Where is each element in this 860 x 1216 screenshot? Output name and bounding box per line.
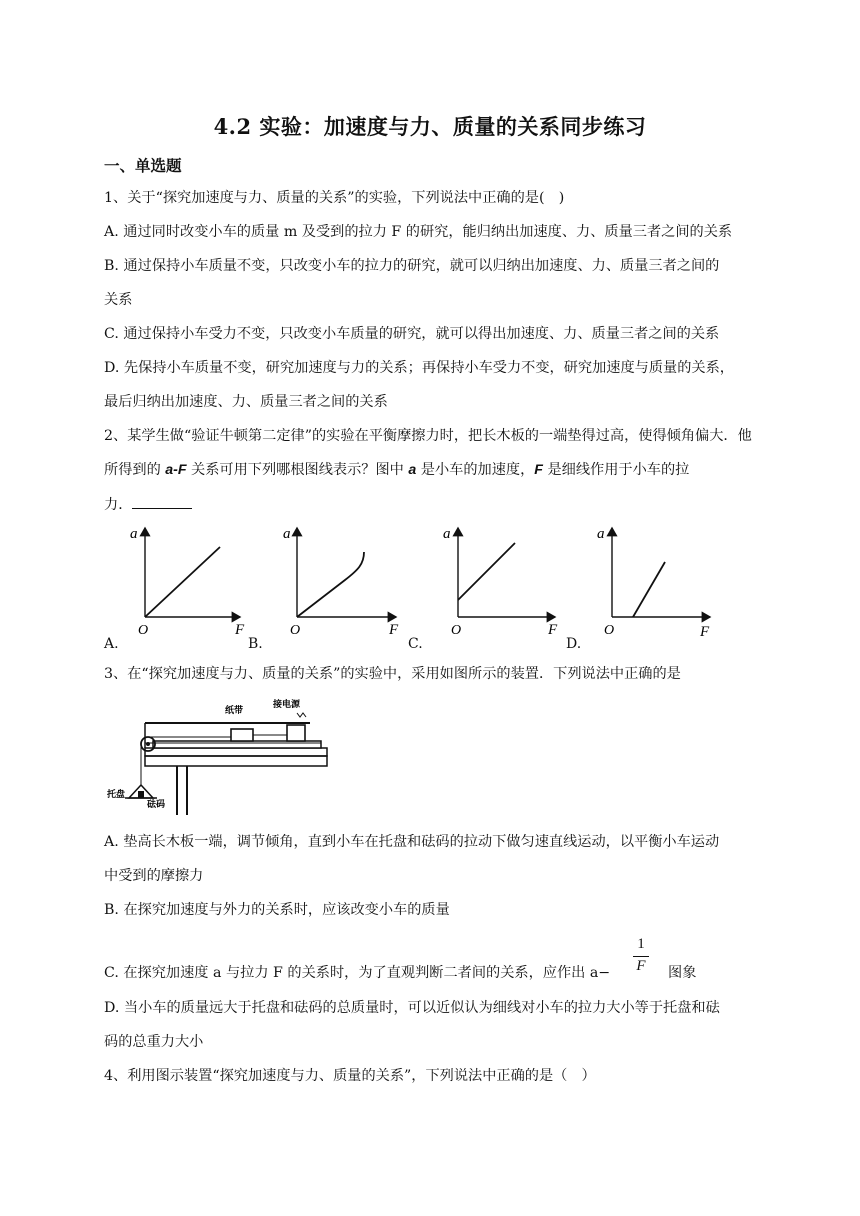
graph-c xyxy=(443,526,558,638)
page-title: 4.2 实验：加速度与力、质量的关系同步练习 xyxy=(213,114,647,139)
q3-apparatus-figure xyxy=(105,695,335,815)
q2-stem-line2 xyxy=(104,460,689,480)
q2-graphs xyxy=(100,520,760,640)
graph-d xyxy=(597,526,710,640)
graph-label-c: C. xyxy=(408,636,423,652)
q3-option-c xyxy=(104,963,610,983)
graph-a-line xyxy=(145,547,220,617)
q2-stem-line3 xyxy=(104,494,192,515)
q1-option-b-line2: 关系 xyxy=(104,292,133,308)
q2-text-part: 力． xyxy=(104,497,133,513)
fraction-bar xyxy=(633,956,649,957)
q3-option-d-line1: D. 当小车的质量远大于托盘和砝码的总质量时，可以近似认为细线对小车的拉力大小等于托盘和砝 xyxy=(104,1000,720,1016)
q3-option-d-line2: 码的总重力大小 xyxy=(104,1034,204,1050)
graph-a xyxy=(130,526,245,638)
graph-a-axis-x: F xyxy=(235,622,245,638)
graph-b-axis-y: a xyxy=(283,526,291,542)
q2-text-part: 所得到的 xyxy=(104,462,166,478)
q1-option-b-line1: B. 通过保持小车质量不变，只改变小车的拉力的研究，就可以归纳出加速度、力、质量三者之间的 xyxy=(104,258,720,274)
q2-af-symbol: a-F xyxy=(165,462,187,478)
q3-fraction-denominator: F xyxy=(636,958,646,974)
graph-c-axis-x: F xyxy=(548,622,558,638)
q2-text-part: 是小车的加速度， xyxy=(416,462,535,478)
label-timer: 接电源 xyxy=(273,699,301,709)
graph-d-axis-x: F xyxy=(700,624,710,640)
graph-c-origin: O xyxy=(451,623,462,638)
graph-c-line xyxy=(458,543,515,600)
graph-d-axis-y: a xyxy=(597,526,605,542)
q1-option-d-line1: D. 先保持小车质量不变，研究加速度与力的关系；再保持小车受力不变，研究加速度与质量的关系， xyxy=(104,360,734,376)
q3-option-c-suffix: 图象 xyxy=(668,965,697,981)
q2-a-symbol: a xyxy=(408,462,417,478)
q3-option-a-line1: A. 垫高长木板一端，调节倾角，直到小车在托盘和砝码的拉动下做匀速直线运动，以平衡小车运动 xyxy=(104,834,720,850)
answer-blank xyxy=(132,494,192,509)
graph-b-curve xyxy=(297,552,364,617)
graph-c-axis-y: a xyxy=(443,526,451,542)
q3-option-b: B. 在探究加速度与外力的关系时，应该改变小车的质量 xyxy=(104,902,450,918)
graph-b xyxy=(283,526,399,638)
q3-stem: 3、在“探究加速度与力、质量的关系”的实验中，采用如图所示的装置．下列说法中正确的是 xyxy=(104,666,681,682)
graph-d-origin: O xyxy=(604,623,615,638)
label-weights: 砝码 xyxy=(147,799,166,809)
q3-option-a-line2: 中受到的摩擦力 xyxy=(104,868,204,884)
graph-label-a: A. xyxy=(104,636,119,652)
section-heading: 一、单选题 xyxy=(104,156,182,175)
q3-option-c-text: C. 在探究加速度 a 与拉力 F 的关系时，为了直观判断二者间的关系，应作出 a− xyxy=(104,965,611,981)
q1-stem: 1、关于“探究加速度与力、质量的关系”的实验，下列说法中正确的是( ) xyxy=(104,190,565,206)
q2-stem-line1: 2、某学生做“验证牛顿第二定律”的实验在平衡摩擦力时，把长木板的一端垫得过高，使得倾角偏大．他 xyxy=(104,428,752,444)
q2-text-part: 关系可用下列哪根图线表示？图中 xyxy=(186,462,409,478)
q2-f-symbol: F xyxy=(534,462,543,478)
graph-label-b: B. xyxy=(248,636,263,652)
graph-b-origin: O xyxy=(290,623,301,638)
q1-option-d-line2: 最后归纳出加速度、力、质量三者之间的关系 xyxy=(104,394,388,410)
graph-b-axis-x: F xyxy=(389,622,399,638)
q1-option-a: A. 通过同时改变小车的质量 m 及受到的拉力 F 的研究，能归纳出加速度、力、质量三者之间的关系 xyxy=(104,224,733,240)
graph-label-d: D. xyxy=(566,636,582,652)
graph-a-origin: O xyxy=(138,623,149,638)
q1-option-c: C. 通过保持小车受力不变，只改变小车质量的研究，就可以得出加速度、力、质量三者之间的关系 xyxy=(104,326,720,342)
graph-a-axis-y: a xyxy=(130,526,138,542)
graph-d-line xyxy=(633,562,665,617)
label-paper-tape: 纸带 xyxy=(225,705,244,715)
label-tray: 托盘 xyxy=(107,789,126,799)
q3-fraction-numerator: 1 xyxy=(637,936,645,952)
q4-stem: 4、利用图示装置“探究加速度与力、质量的关系”，下列说法中正确的是（ ） xyxy=(104,1068,596,1084)
q2-text-part: 是细线作用于小车的拉 xyxy=(542,462,690,478)
